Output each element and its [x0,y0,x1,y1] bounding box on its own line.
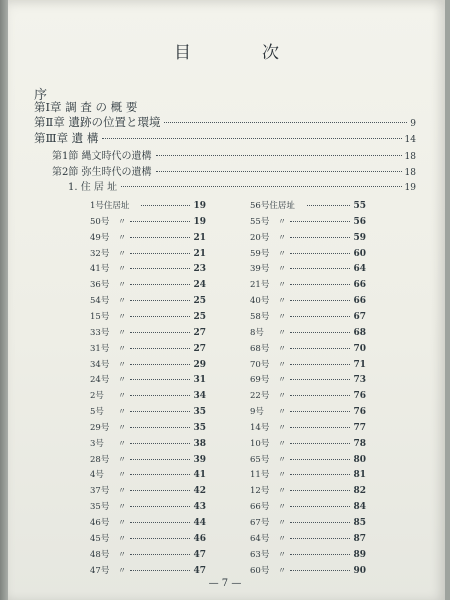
ditto-mark: 〃 [118,407,126,416]
subsection-label: 1. 住 居 址 [68,182,118,193]
dwelling-entry [250,373,366,385]
dwelling-page: 25 [193,311,206,322]
ditto-mark: 〃 [278,343,286,353]
ditto-mark: 〃 [118,216,126,226]
leader-dots [290,443,350,444]
leader-dots [290,237,350,238]
dwelling-page: 80 [353,454,366,465]
section-2-label: 第2節 弥生時代の遺構 [52,167,152,178]
ditto-mark: 〃 [118,327,126,337]
dwelling-number: 1号住居址 [90,201,130,211]
ditto-mark: 〃 [278,407,286,416]
dwelling-entry [250,199,366,211]
dwelling-entry [90,326,206,338]
dwelling-page: 55 [353,201,366,211]
dwelling-page: 25 [193,296,206,307]
ditto-mark: 〃 [118,422,126,432]
leader-dots [130,237,190,238]
dwelling-number: 60号 [250,565,270,576]
leader-dots [130,474,190,475]
dwelling-page: 47 [193,565,206,576]
dwelling-entry [90,215,206,227]
leader-dots [130,379,190,380]
dwelling-entry [90,294,206,306]
dwelling-number: 40号 [250,296,270,307]
dwelling-page: 77 [353,422,366,433]
leader-dots [130,284,190,285]
dwelling-entry [90,231,206,243]
leader-dots [290,427,350,428]
dwelling-number: 45号 [90,533,110,544]
ditto-mark: 〃 [278,533,286,543]
dwelling-page: 19 [193,201,206,211]
dwelling-number: 39号 [250,264,270,275]
dwelling-number: 46号 [90,518,110,528]
section-1-page: 18 [404,152,416,162]
ditto-mark: 〃 [278,454,286,464]
dwelling-entry [90,421,206,433]
dwelling-entry [250,247,366,259]
dwelling-page: 59 [353,232,366,243]
leader-dots [130,538,190,539]
dwelling-entry [90,516,206,528]
dwelling-number: 59号 [250,248,270,259]
dwelling-entry [90,358,206,370]
ditto-mark: 〃 [278,518,286,527]
ditto-mark: 〃 [278,549,286,559]
leader-dots [290,284,350,285]
dwelling-page: 47 [193,549,206,560]
dwelling-number: 24号 [90,375,110,386]
ditto-mark: 〃 [118,296,126,306]
dwelling-entry [250,262,366,274]
leader-dots [130,332,190,333]
ditto-mark: 〃 [278,391,286,401]
leader-dots [130,316,190,317]
ditto-mark: 〃 [118,359,126,369]
leader-dots [290,253,350,254]
dwelling-number: 68号 [250,343,270,354]
leader-dots [290,570,350,571]
dwelling-entry [250,468,366,480]
ditto-mark: 〃 [278,264,286,274]
dwelling-number: 33号 [90,327,110,338]
dwelling-number: 2号 [90,391,104,402]
ditto-mark: 〃 [278,422,286,432]
dwelling-number: 4号 [90,470,104,481]
chapter-2-entry [34,114,416,130]
dwelling-page: 82 [353,486,366,497]
leader-dots [141,205,190,206]
dwelling-page: 71 [353,359,366,370]
leader-dots [307,205,350,206]
dwelling-entry [250,294,366,306]
dwelling-number: 48号 [90,549,110,560]
leader-dots [290,332,350,333]
ditto-mark: 〃 [278,311,286,321]
leader-dots [290,348,350,349]
dwelling-number: 10号 [250,438,270,449]
dwelling-number: 32号 [90,248,110,259]
leader-dots [130,490,190,491]
dwelling-entry [90,453,206,465]
ditto-mark: 〃 [118,533,126,543]
leader-dots [290,221,350,222]
dwelling-number: 55号 [250,216,270,227]
dwelling-number: 65号 [250,454,270,465]
dwelling-number: 36号 [90,280,110,291]
dwelling-entry [250,326,366,338]
dwelling-number: 35号 [90,502,110,513]
ditto-mark: 〃 [118,311,126,321]
dwelling-entry [90,564,206,576]
leader-dots [290,379,350,380]
ditto-mark: 〃 [278,438,286,448]
dwelling-page: 84 [353,502,366,513]
chapter-1-label: 第Ⅰ章 調 査 の 概 要 [34,100,138,114]
chapter-3-page: 14 [404,135,416,145]
ditto-mark: 〃 [118,549,126,559]
ditto-mark: 〃 [118,502,126,512]
dwelling-page: 70 [353,343,366,354]
ditto-mark: 〃 [118,454,126,464]
dwelling-number: 70号 [250,359,270,370]
dwelling-number: 31号 [90,343,110,354]
section-1-entry [52,147,416,162]
leader-dots [121,186,401,187]
dwelling-entry [90,373,206,385]
dwelling-number: 67号 [250,518,270,528]
dwelling-number: 28号 [90,454,110,465]
dwelling-number: 37号 [90,486,110,497]
dwelling-entry [250,215,366,227]
dwelling-page: 81 [353,470,366,481]
leader-dots [130,395,190,396]
dwelling-page: 35 [193,407,206,417]
dwelling-page: 19 [193,216,206,227]
dwelling-entry [250,310,366,322]
dwelling-entry [250,484,366,496]
dwelling-number: 21号 [250,280,270,291]
ditto-mark: 〃 [278,375,286,385]
dwelling-page: 27 [193,327,206,338]
chapter-3-label: 第Ⅲ章 遺 構 [34,131,99,145]
dwelling-page: 46 [193,533,206,544]
leader-dots [130,411,190,412]
dwelling-page: 67 [353,311,366,322]
ditto-mark: 〃 [278,565,286,575]
dwelling-entry [90,278,206,290]
dwelling-page: 21 [193,248,206,259]
ditto-mark: 〃 [278,216,286,226]
ditto-mark: 〃 [118,232,126,242]
ditto-mark: 〃 [118,264,126,274]
dwelling-page: 56 [353,216,366,227]
ditto-mark: 〃 [118,470,126,480]
ditto-mark: 〃 [118,518,126,527]
dwelling-page: 21 [193,232,206,243]
dwelling-page: 73 [353,375,366,386]
page-number: — 7 — [208,578,242,589]
dwelling-number: 54号 [90,296,110,307]
leader-dots [290,300,350,301]
leader-dots [290,459,350,460]
dwelling-page: 24 [193,280,206,291]
chapter-1-entry [34,99,410,115]
dwelling-number: 29号 [90,422,110,433]
leader-dots [130,427,190,428]
chapter-2-page: 9 [410,119,416,129]
subsection-entry [68,178,416,193]
dwelling-entry [250,548,366,560]
dwelling-page: 85 [353,518,366,528]
dwelling-number: 9号 [250,407,264,417]
dwelling-entry [250,358,366,370]
leader-dots [130,554,190,555]
leader-dots [290,411,350,412]
leader-dots [290,506,350,507]
leader-dots [130,268,190,269]
dwelling-entry [250,453,366,465]
leader-dots [290,316,350,317]
dwelling-number: 41号 [90,264,110,275]
dwelling-page: 64 [353,264,366,275]
dwelling-number: 34号 [90,359,110,370]
leader-dots [290,268,350,269]
dwelling-page: 35 [193,422,206,433]
dwelling-number: 11号 [250,470,270,481]
ditto-mark: 〃 [278,486,286,496]
section-2-page: 18 [404,168,416,178]
dwelling-number: 63号 [250,549,270,560]
subsection-page: 19 [404,183,416,193]
leader-dots [130,443,190,444]
dwelling-entry [250,342,366,354]
dwelling-entry [90,262,206,274]
ditto-mark: 〃 [278,359,286,369]
dwelling-page: 43 [193,502,206,513]
dwelling-number: 66号 [250,502,270,513]
leader-dots [130,348,190,349]
ditto-mark: 〃 [278,470,286,480]
dwelling-page: 38 [193,438,206,449]
ditto-mark: 〃 [278,502,286,512]
dwelling-page: 44 [193,518,206,528]
leader-dots [290,395,350,396]
section-2-entry [52,163,416,178]
dwelling-entry [90,548,206,560]
dwelling-entry [90,532,206,544]
title-char-left: 目 [174,43,193,63]
dwelling-number: 69号 [250,375,270,386]
dwelling-page: 89 [353,549,366,560]
leader-dots [290,554,350,555]
dwelling-entry [250,532,366,544]
leader-dots [290,522,350,523]
dwelling-entry [90,484,206,496]
dwelling-entry [250,516,366,528]
dwelling-page: 60 [353,248,366,259]
ditto-mark: 〃 [278,296,286,306]
dwelling-page: 31 [193,375,206,386]
chapter-2-label: 第Ⅱ章 遺跡の位置と環境 [34,115,161,129]
dwelling-page: 23 [193,264,206,275]
ditto-mark: 〃 [278,232,286,242]
leader-dots [130,570,190,571]
chapter-3-entry [34,130,416,146]
ditto-mark: 〃 [278,327,286,337]
dwelling-number: 20号 [250,232,270,243]
dwelling-entry [250,564,366,576]
leader-dots [290,538,350,539]
dwelling-number: 15号 [90,311,110,322]
dwelling-number: 50号 [90,216,110,227]
leader-dots [164,122,407,123]
dwelling-entry [90,468,206,480]
leader-dots [290,364,350,365]
dwelling-page: 68 [353,327,366,338]
ditto-mark: 〃 [278,280,286,290]
dwelling-number: 8号 [250,327,264,338]
dwelling-number: 12号 [250,486,270,497]
preface-entry: 序 [34,88,48,103]
dwelling-number: 64号 [250,533,270,544]
dwelling-page: 39 [193,454,206,465]
dwelling-entry [250,231,366,243]
dwelling-entry [250,405,366,417]
ditto-mark: 〃 [278,248,286,258]
dwelling-page: 78 [353,438,366,449]
leader-dots [290,490,350,491]
dwelling-page: 34 [193,391,206,402]
ditto-mark: 〃 [118,375,126,385]
dwelling-number: 14号 [250,422,270,433]
leader-dots [102,138,401,139]
dwelling-page: 66 [353,280,366,291]
dwelling-number: 3号 [90,438,104,449]
dwelling-page: 87 [353,533,366,544]
section-1-label: 第1節 縄文時代の遺構 [52,151,152,162]
leader-dots [130,253,190,254]
dwelling-entry [90,389,206,401]
leader-dots [130,364,190,365]
leader-dots [130,459,190,460]
dwelling-entry [250,500,366,512]
dwelling-entry [90,437,206,449]
dwelling-entry [90,500,206,512]
dwelling-page: 29 [193,359,206,370]
ditto-mark: 〃 [118,565,126,575]
dwelling-number: 5号 [90,407,104,417]
dwelling-number: 58号 [250,311,270,322]
leader-dots [130,522,190,523]
dwelling-entry [90,310,206,322]
ditto-mark: 〃 [118,391,126,401]
ditto-mark: 〃 [118,343,126,353]
dwelling-page: 66 [353,296,366,307]
leader-dots [130,300,190,301]
title-char-right: 次 [262,43,281,63]
dwelling-number: 49号 [90,232,110,243]
ditto-mark: 〃 [118,248,126,258]
dwelling-number: 22号 [250,391,270,402]
dwelling-page: 27 [193,343,206,354]
dwelling-number: 47号 [90,565,110,576]
dwelling-entry [250,278,366,290]
leader-dots [130,506,190,507]
dwelling-page: 76 [353,391,366,402]
dwelling-entry [250,437,366,449]
dwelling-page: 90 [353,565,366,576]
leader-dots [290,474,350,475]
dwelling-entry [90,342,206,354]
dwelling-number: 56号住居址 [250,201,295,211]
leader-dots [156,171,402,172]
dwelling-page: 42 [193,486,206,497]
dwelling-entry [90,199,206,211]
ditto-mark: 〃 [118,438,126,448]
dwelling-entry [90,405,206,417]
ditto-mark: 〃 [118,280,126,290]
dwelling-page: 41 [193,470,206,481]
dwelling-entry [250,389,366,401]
dwelling-entry [90,247,206,259]
dwelling-page: 76 [353,407,366,417]
dwelling-entry [250,421,366,433]
leader-dots [156,155,402,156]
ditto-mark: 〃 [118,486,126,496]
leader-dots [130,221,190,222]
